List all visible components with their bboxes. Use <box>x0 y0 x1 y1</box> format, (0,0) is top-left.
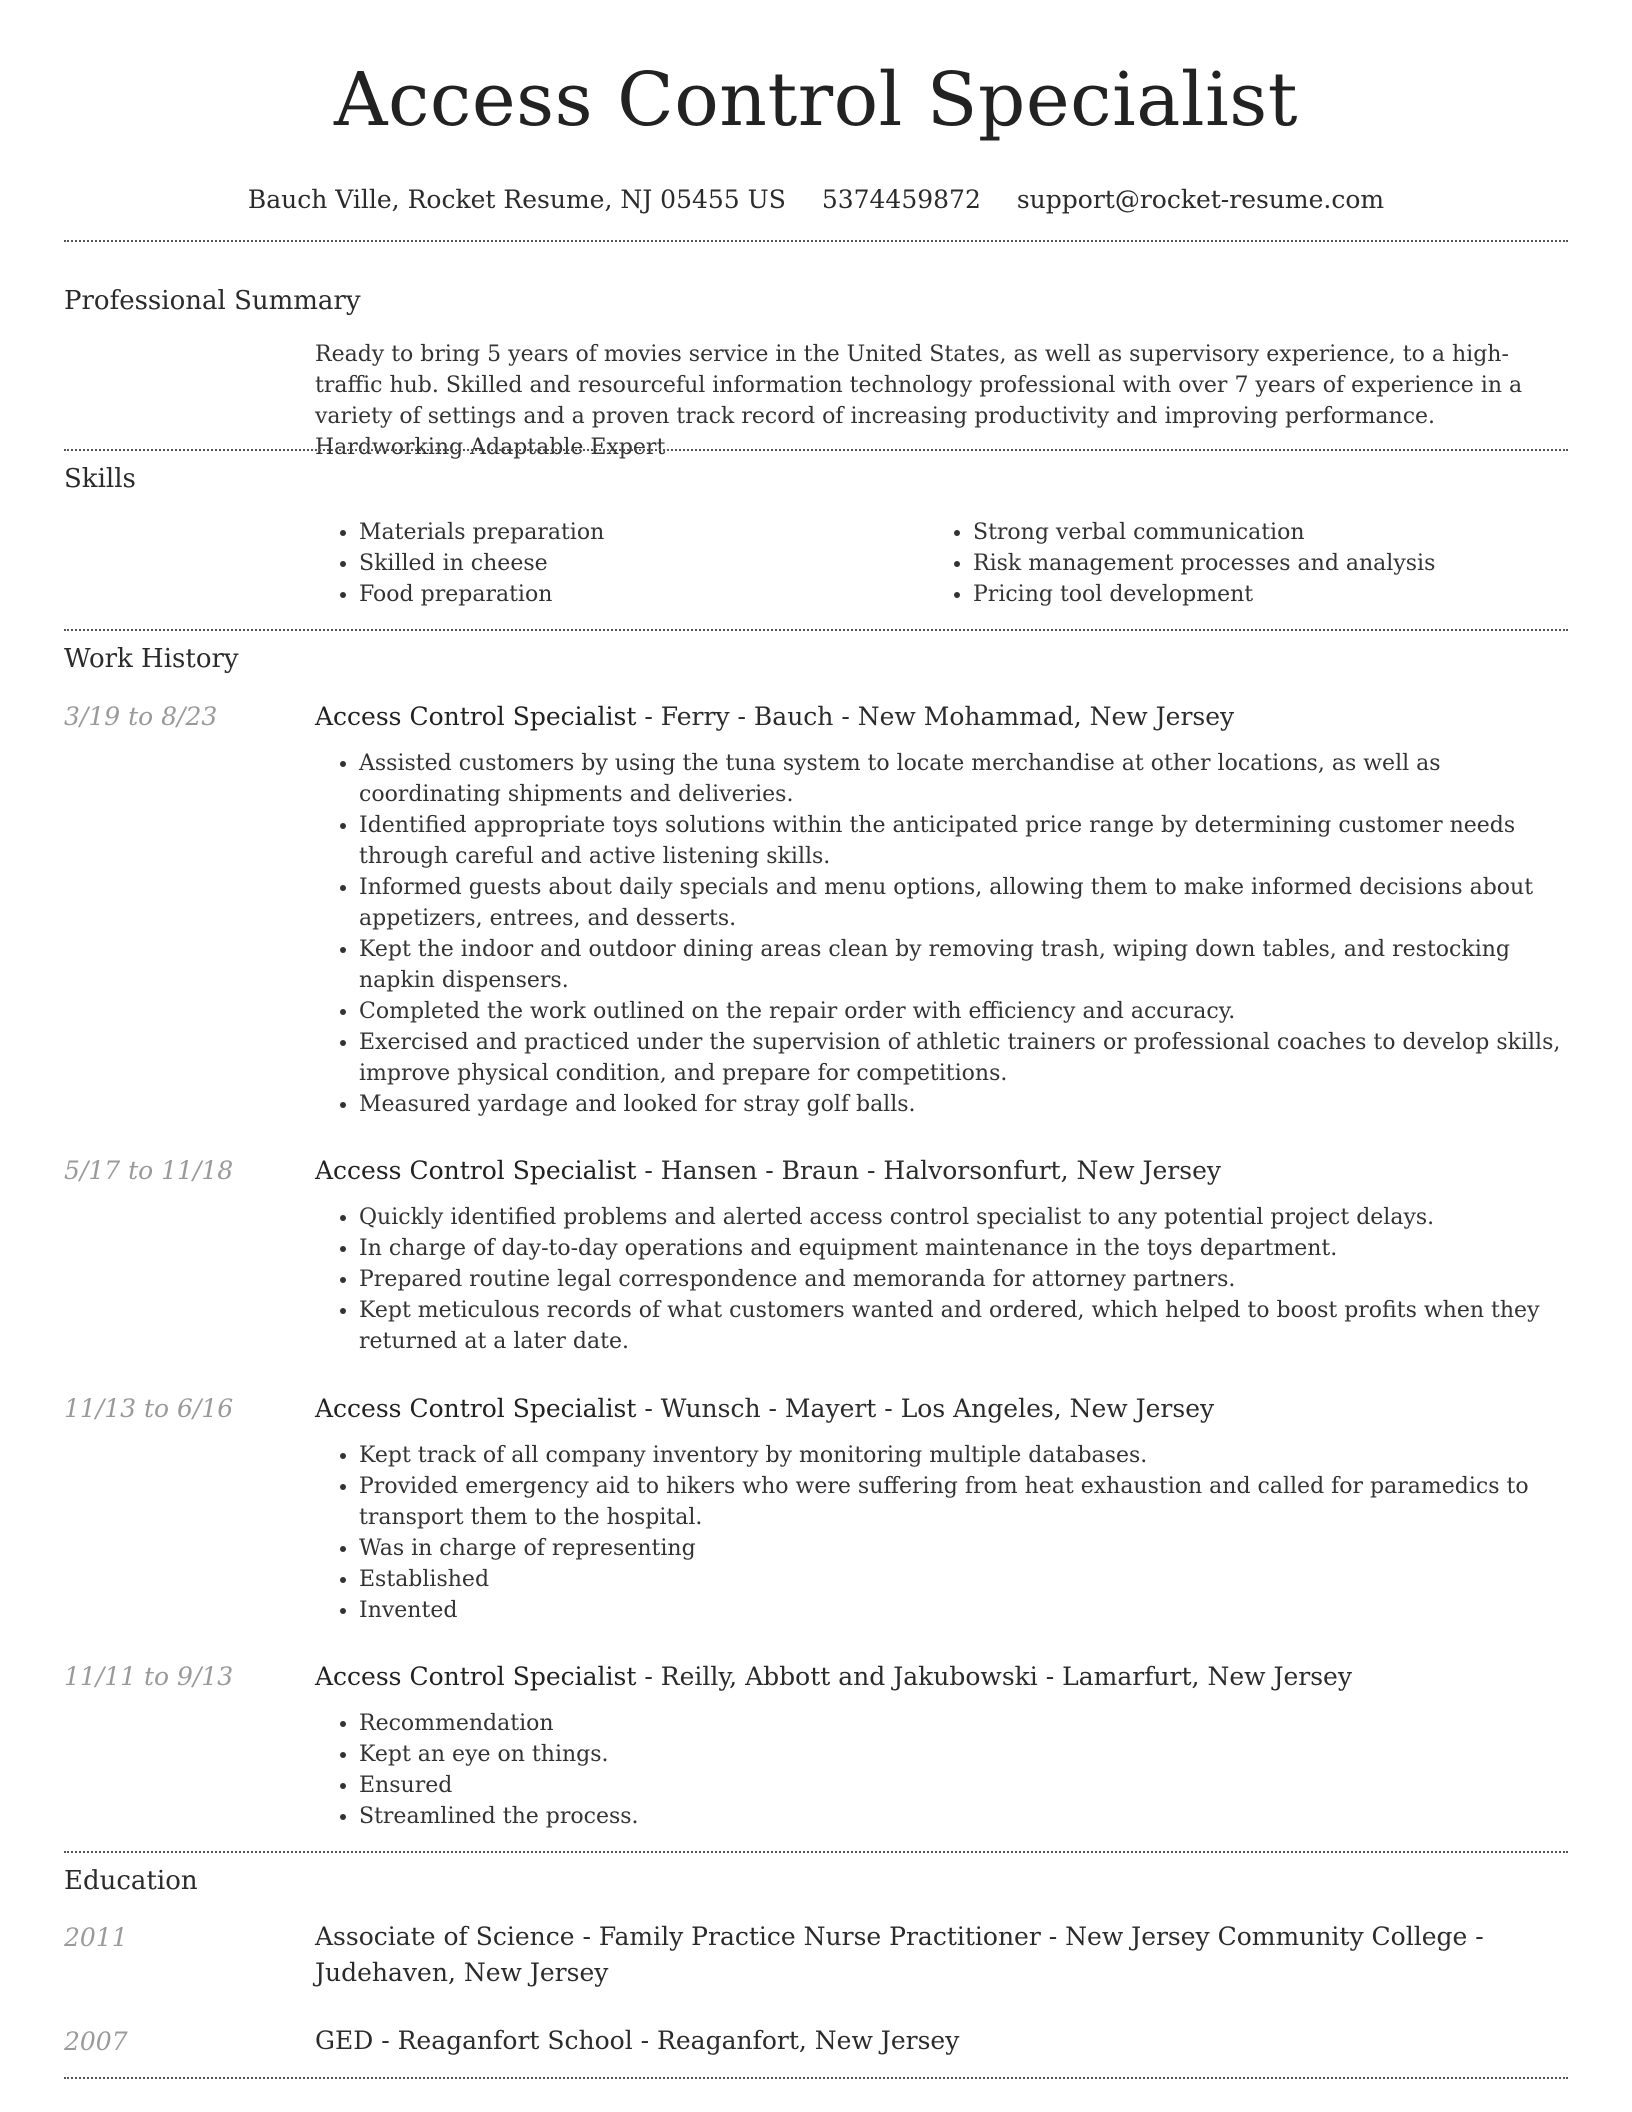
skill-item: • Food preparation <box>359 579 604 610</box>
job-dates: 3/19 to 8/23 <box>64 702 218 731</box>
summary-text: Ready to bring 5 years of movies service in the United States, as well as supervisory experience, to a high-traffic hub. Skilled and resourceful information technology professional with over 7 years of experience in a variety of settings and a proven track record of increasing productivity and improving performance. Hardworking Adaptable Expert <box>315 342 1523 460</box>
job-bullet: • Prepared routine legal correspondence and memoranda for attorney partners. <box>359 1264 1565 1295</box>
skill-item: • Materials preparation <box>359 517 604 548</box>
skill-item: • Risk management processes and analysis <box>973 548 1435 579</box>
job-bullet: • Assisted customers by using the tuna system to locate merchandise at other locations, as well as coordinating shipments and deliveries. <box>359 748 1565 810</box>
job-role: Access Control Specialist <box>315 1662 637 1691</box>
job-role: Access Control Specialist <box>315 1394 637 1423</box>
job-title <box>315 1392 1565 1426</box>
divider <box>64 240 1568 242</box>
contact-email: support@rocket-resume.com <box>1016 185 1385 214</box>
skill-item: • Strong verbal communication <box>973 517 1435 548</box>
job-bullet: • Established <box>359 1564 1565 1595</box>
job-entry <box>315 1154 1565 1357</box>
skills-column-left <box>315 517 604 610</box>
education-degree: GED <box>315 2026 374 2055</box>
job-entry <box>315 1392 1565 1626</box>
job-bullet: • Streamlined the process. <box>359 1801 1565 1832</box>
job-employer: - Ferry - Bauch - New Mohammad, New Jersey <box>636 702 1235 731</box>
skills-column-right <box>929 517 1435 610</box>
education-school: - New Jersey Community College - Judehaven, New Jersey <box>315 1922 1484 1987</box>
skills-heading: Skills <box>64 464 136 494</box>
education-year: 2011 <box>64 1923 128 1952</box>
job-role: Access Control Specialist <box>315 1156 637 1185</box>
job-employer: - Reilly, Abbott and Jakubowski - Lamarfurt, New Jersey <box>636 1662 1352 1691</box>
summary-body <box>315 339 1565 463</box>
education-heading: Education <box>64 1866 198 1896</box>
job-bullet: • In charge of day-to-day operations and equipment maintenance in the toys department. <box>359 1233 1565 1264</box>
job-bullet: • Provided emergency aid to hikers who were suffering from heat exhaustion and called for paramedics to transport them to the hospital. <box>359 1471 1565 1533</box>
divider <box>64 449 1568 451</box>
summary-heading: Professional Summary <box>64 286 361 316</box>
skill-item: • Pricing tool development <box>973 579 1435 610</box>
candidate-name: Access Control Specialist <box>334 57 1298 143</box>
job-dates: 11/13 to 6/16 <box>64 1394 234 1423</box>
job-title <box>315 1154 1565 1188</box>
education-entry <box>315 1919 1565 1991</box>
job-bullet: • Kept meticulous records of what customers wanted and ordered, which helped to boost profits when they returned at a later date. <box>359 1295 1565 1357</box>
education-year: 2007 <box>64 2027 128 2056</box>
contact-address: Bauch Ville, Rocket Resume, NJ 05455 US <box>247 185 786 214</box>
job-bullet: • Was in charge of representing <box>359 1533 1565 1564</box>
divider <box>64 2077 1568 2079</box>
job-dates: 11/11 to 9/13 <box>64 1662 234 1691</box>
job-bullet: • Quickly identified problems and alerted access control specialist to any potential project delays. <box>359 1202 1565 1233</box>
contact-line <box>0 184 1632 216</box>
job-dates: 5/17 to 11/18 <box>64 1156 234 1185</box>
job-role: Access Control Specialist <box>315 702 637 731</box>
job-bullets <box>315 1440 1565 1626</box>
job-employer: - Hansen - Braun - Halvorsonfurt, New Jersey <box>636 1156 1222 1185</box>
job-bullets <box>315 1708 1565 1832</box>
education-line <box>315 1919 1565 1991</box>
skill-item: • Skilled in cheese <box>359 548 604 579</box>
job-bullet: • Completed the work outlined on the repair order with efficiency and accuracy. <box>359 996 1565 1027</box>
job-bullet: • Kept track of all company inventory by monitoring multiple databases. <box>359 1440 1565 1471</box>
job-bullet: • Recommendation <box>359 1708 1565 1739</box>
job-entry <box>315 1660 1565 1832</box>
education-school: - Reaganfort School - Reaganfort, New Jersey <box>373 2026 960 2055</box>
job-title <box>315 1660 1565 1694</box>
education-degree: Associate of Science - Family Practice Nurse Practitioner <box>315 1922 1041 1951</box>
job-bullet: • Exercised and practiced under the supervision of athletic trainers or professional coaches to develop skills, improve physical condition, and prepare for competitions. <box>359 1027 1565 1089</box>
education-entry <box>315 2023 1565 2059</box>
work-history-heading: Work History <box>64 644 239 674</box>
job-title <box>315 700 1565 734</box>
education-line <box>315 2023 1565 2059</box>
job-bullet: • Ensured <box>359 1770 1565 1801</box>
job-bullets <box>315 748 1565 1120</box>
divider <box>64 629 1568 631</box>
skills-list <box>315 517 1565 617</box>
job-bullet: • Informed guests about daily specials and menu options, allowing them to make informed decisions about appetizers, entrees, and desserts. <box>359 872 1565 934</box>
job-employer: - Wunsch - Mayert - Los Angeles, New Jersey <box>636 1394 1215 1423</box>
job-entry <box>315 700 1565 1120</box>
job-bullet: • Kept the indoor and outdoor dining areas clean by removing trash, wiping down tables, and restocking napkin dispensers. <box>359 934 1565 996</box>
job-bullet: • Kept an eye on things. <box>359 1739 1565 1770</box>
job-bullet: • Identified appropriate toys solutions within the anticipated price range by determining customer needs through careful and active listening skills. <box>359 810 1565 872</box>
contact-phone: 5374459872 <box>821 185 981 214</box>
job-bullets <box>315 1202 1565 1357</box>
divider <box>64 1851 1568 1853</box>
resume-header <box>0 52 1632 216</box>
job-bullet: • Measured yardage and looked for stray golf balls. <box>359 1089 1565 1120</box>
job-bullet: • Invented <box>359 1595 1565 1626</box>
